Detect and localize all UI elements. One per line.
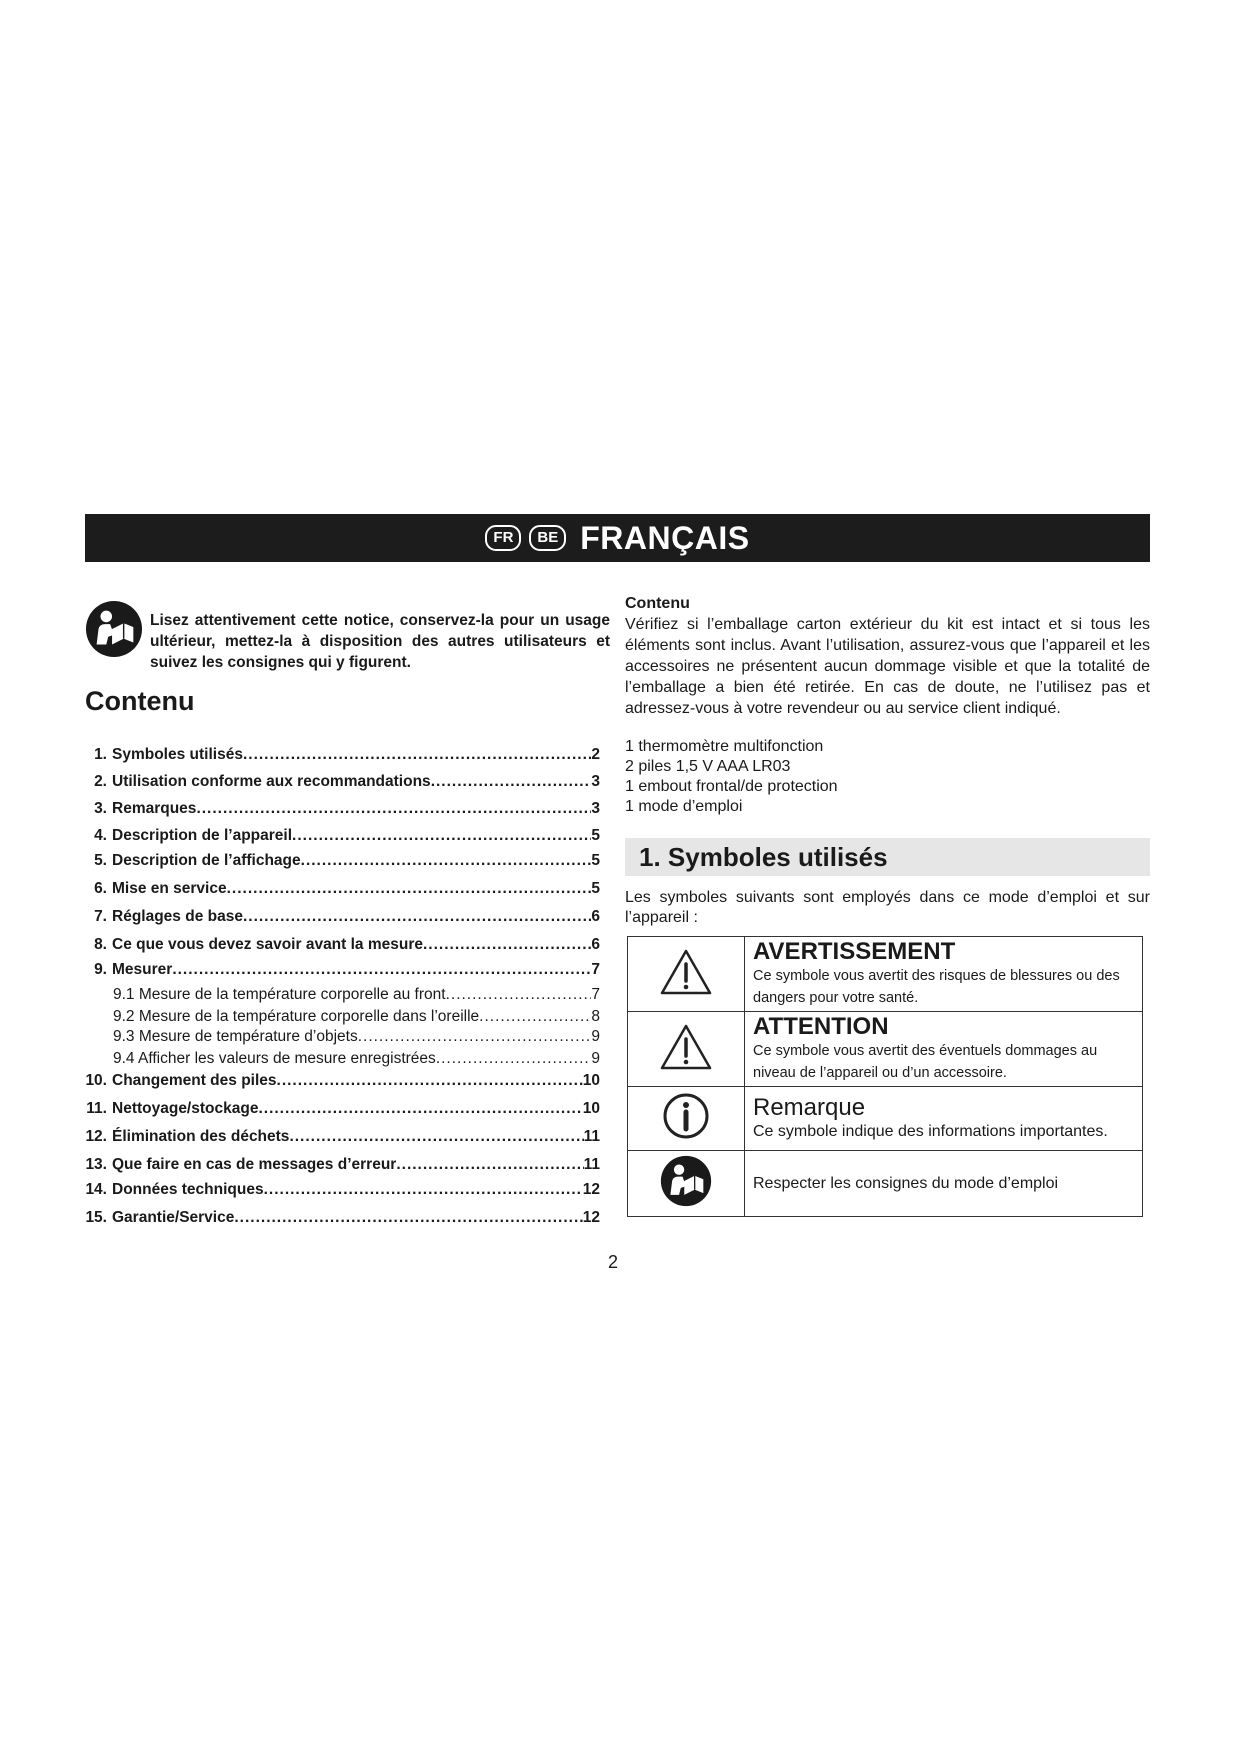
toc-item-number: 8. xyxy=(94,936,107,953)
toc-leader xyxy=(431,773,592,791)
toc-item-title: Nettoyage/stockage xyxy=(112,1100,259,1117)
toc-item-number: 12. xyxy=(85,1128,107,1145)
contents-label: Contenu xyxy=(625,595,690,612)
intro-notice: Lisez attentivement cette notice, conservez-la pour un usage ultérieur, mettez-la à disposition des autres utilisateurs et suivez les consignes qui y figurent. xyxy=(150,611,610,671)
section-title: 1. Symboles utilisés xyxy=(639,841,888,872)
toc-item[interactable] xyxy=(85,1128,600,1146)
toc-heading: Contenu xyxy=(85,686,195,716)
toc-item-title: 9.3 Mesure de température d’objets xyxy=(113,1028,358,1045)
toc-item-page: 7 xyxy=(591,961,600,978)
toc-item[interactable] xyxy=(85,1181,600,1199)
page-number: 2 xyxy=(608,1252,619,1272)
toc-item-number: 4. xyxy=(94,827,107,844)
toc-item-title: 9.4 Afficher les valeurs de mesure enregistrées xyxy=(113,1050,436,1067)
toc-item-title: Symboles utilisés xyxy=(112,746,243,763)
toc-item[interactable] xyxy=(85,1156,600,1174)
toc-item-page: 8 xyxy=(591,1008,600,1025)
symbol-description: Ce symbole vous avertit des risques de blessures ou des dangers pour votre santé. xyxy=(753,968,1120,1006)
toc-item-number: 9. xyxy=(94,961,107,978)
toc-item-page: 6 xyxy=(591,936,600,953)
toc-leader xyxy=(479,1008,591,1026)
kit-list-item: 1 thermomètre multifonction xyxy=(625,738,824,755)
toc-item-title: Données techniques xyxy=(112,1181,264,1198)
warning-triangle-icon xyxy=(659,948,713,996)
toc-leader xyxy=(301,852,592,870)
toc-subitem[interactable] xyxy=(113,1050,600,1068)
kit-list-item: 1 embout frontal/de protection xyxy=(625,778,838,795)
toc-item-page: 5 xyxy=(591,852,600,869)
read-manual-icon xyxy=(85,600,143,658)
contents-paragraph: Vérifiez si l’emballage carton extérieur du kit est intact et si tous les éléments sont inclus. Avant l’utilisation, assurez-vous que l’appareil et les accessoires ne présentent aucun dommage visible et que la totalité de l’emballage a bien été retirée. En cas de doute, ne l’utilisez pas et adressez-vous à votre revendeur ou au service client indiqué. xyxy=(625,616,1150,717)
toc-item-number: 6. xyxy=(94,880,107,897)
symbol-title: ATTENTION xyxy=(753,1013,889,1040)
toc-item-title: Que faire en cas de messages d’erreur xyxy=(112,1156,397,1173)
toc-item[interactable] xyxy=(85,908,600,926)
toc-leader xyxy=(227,880,592,898)
toc-item-page: 7 xyxy=(591,986,600,1003)
toc-item-title: Changement des piles xyxy=(112,1072,277,1089)
page-title: FRANÇAIS xyxy=(580,519,750,556)
toc-item-page: 2 xyxy=(591,746,600,763)
toc-leader xyxy=(258,1100,582,1118)
contents-section xyxy=(625,594,1150,817)
toc-leader xyxy=(234,1209,582,1227)
symbols-intro: Les symboles suivants sont employés dans ce mode d’emploi et sur l’appareil : xyxy=(625,889,1150,926)
toc-item[interactable] xyxy=(85,1209,600,1227)
toc-item-page: 3 xyxy=(591,800,600,817)
toc-item-page: 12 xyxy=(582,1181,600,1198)
toc-leader xyxy=(446,986,592,1004)
toc-leader xyxy=(277,1072,583,1090)
toc-leader xyxy=(289,1128,583,1146)
symbol-description: Ce symbole indique des informations importantes. xyxy=(753,1122,1108,1140)
toc-item[interactable] xyxy=(85,827,600,845)
symbol-description: Respecter les consignes du mode d’emploi xyxy=(753,1174,1059,1192)
toc-subitem[interactable] xyxy=(113,1008,600,1026)
toc-leader xyxy=(358,1028,592,1046)
toc-item-title: Description de l’affichage xyxy=(112,852,301,869)
symbol-description-cell xyxy=(745,1012,1143,1087)
symbol-description-cell xyxy=(745,937,1143,1012)
toc-leader xyxy=(172,961,591,979)
toc-item[interactable] xyxy=(85,1100,600,1118)
toc-item-page: 5 xyxy=(591,827,600,844)
symbol-cell xyxy=(628,1151,745,1217)
table-row xyxy=(628,1012,1143,1087)
toc-leader xyxy=(243,908,591,926)
toc-item-title: Remarques xyxy=(112,800,197,817)
toc-item-page: 11 xyxy=(583,1156,600,1173)
toc-leader xyxy=(396,1156,583,1174)
symbol-description: Ce symbole vous avertit des éventuels dommages au niveau de l’appareil ou d’un accessoire. xyxy=(753,1043,1098,1081)
toc-item[interactable] xyxy=(85,961,600,979)
kit-list-item: 1 mode d’emploi xyxy=(625,798,743,815)
toc-item-number: 15. xyxy=(85,1209,107,1226)
toc-item-number: 7. xyxy=(94,908,107,925)
toc-item-number: 13. xyxy=(85,1156,107,1173)
symbol-cell xyxy=(628,937,745,1012)
lang-badge-fr: FR xyxy=(485,525,521,551)
toc-item-title: 9.1 Mesure de la température corporelle au front xyxy=(113,986,446,1003)
toc-subitem[interactable] xyxy=(113,1028,600,1046)
toc-leader xyxy=(292,827,591,845)
toc-item-page: 5 xyxy=(591,880,600,897)
table-row xyxy=(628,1087,1143,1151)
symbols-table xyxy=(627,936,1143,1217)
section-heading xyxy=(625,838,1150,876)
toc-item-title: Utilisation conforme aux recommandations xyxy=(112,773,431,790)
symbol-description-cell xyxy=(745,1087,1143,1151)
lang-badge-be: BE xyxy=(529,525,566,551)
symbol-cell xyxy=(628,1012,745,1087)
toc-item[interactable] xyxy=(85,1072,600,1090)
table-row xyxy=(628,937,1143,1012)
toc-item[interactable] xyxy=(85,746,600,764)
table-row xyxy=(628,1151,1143,1217)
toc-leader xyxy=(436,1050,592,1068)
toc-item-title: 9.2 Mesure de la température corporelle dans l’oreille xyxy=(113,1008,480,1025)
toc-item-title: Réglages de base xyxy=(112,908,243,925)
toc-item-title: Ce que vous devez savoir avant la mesure xyxy=(112,936,423,953)
toc-leader xyxy=(423,936,591,954)
toc-item-number: 14. xyxy=(85,1181,107,1198)
toc-item-title: Description de l’appareil xyxy=(112,827,293,844)
toc-item-title: Mesurer xyxy=(112,961,173,978)
language-header xyxy=(85,514,1150,562)
symbol-title: AVERTISSEMENT xyxy=(753,938,956,965)
toc-item-title: Mise en service xyxy=(112,880,227,897)
toc-item-page: 10 xyxy=(582,1100,600,1117)
toc-leader xyxy=(196,800,591,818)
toc-subitem[interactable] xyxy=(113,986,600,1004)
toc-item-number: 2. xyxy=(94,773,107,790)
toc-leader xyxy=(243,746,591,764)
toc-item-number: 3. xyxy=(94,800,107,817)
toc-item-title: Garantie/Service xyxy=(112,1209,235,1226)
toc-item-page: 9 xyxy=(591,1028,600,1045)
symbol-cell xyxy=(628,1087,745,1151)
toc-item-page: 3 xyxy=(591,773,600,790)
toc-item-page: 10 xyxy=(582,1072,600,1089)
toc-leader xyxy=(264,1181,583,1199)
toc-item[interactable] xyxy=(85,936,600,954)
toc-item-page: 12 xyxy=(582,1209,600,1226)
toc-item[interactable] xyxy=(85,800,600,818)
symbol-title: Remarque xyxy=(753,1093,866,1121)
toc-item-title: Élimination des déchets xyxy=(112,1128,290,1145)
toc-item-page: 6 xyxy=(591,908,600,925)
read-manual-icon xyxy=(660,1155,712,1207)
toc-item[interactable] xyxy=(85,880,600,898)
toc-item-page: 11 xyxy=(583,1128,600,1145)
kit-list xyxy=(625,737,1150,817)
toc-item[interactable] xyxy=(85,852,600,870)
kit-list-item: 2 piles 1,5 V AAA LR03 xyxy=(625,758,791,775)
symbol-description-cell xyxy=(745,1151,1143,1217)
toc-item-number: 5. xyxy=(94,852,107,869)
info-icon xyxy=(662,1092,710,1140)
toc-item-number: 1. xyxy=(94,746,107,763)
warning-triangle-icon xyxy=(659,1023,713,1071)
toc-item[interactable] xyxy=(85,773,600,791)
toc-item-page: 9 xyxy=(591,1050,600,1067)
toc-item-number: 11. xyxy=(86,1100,107,1117)
toc-item-number: 10. xyxy=(85,1072,107,1089)
